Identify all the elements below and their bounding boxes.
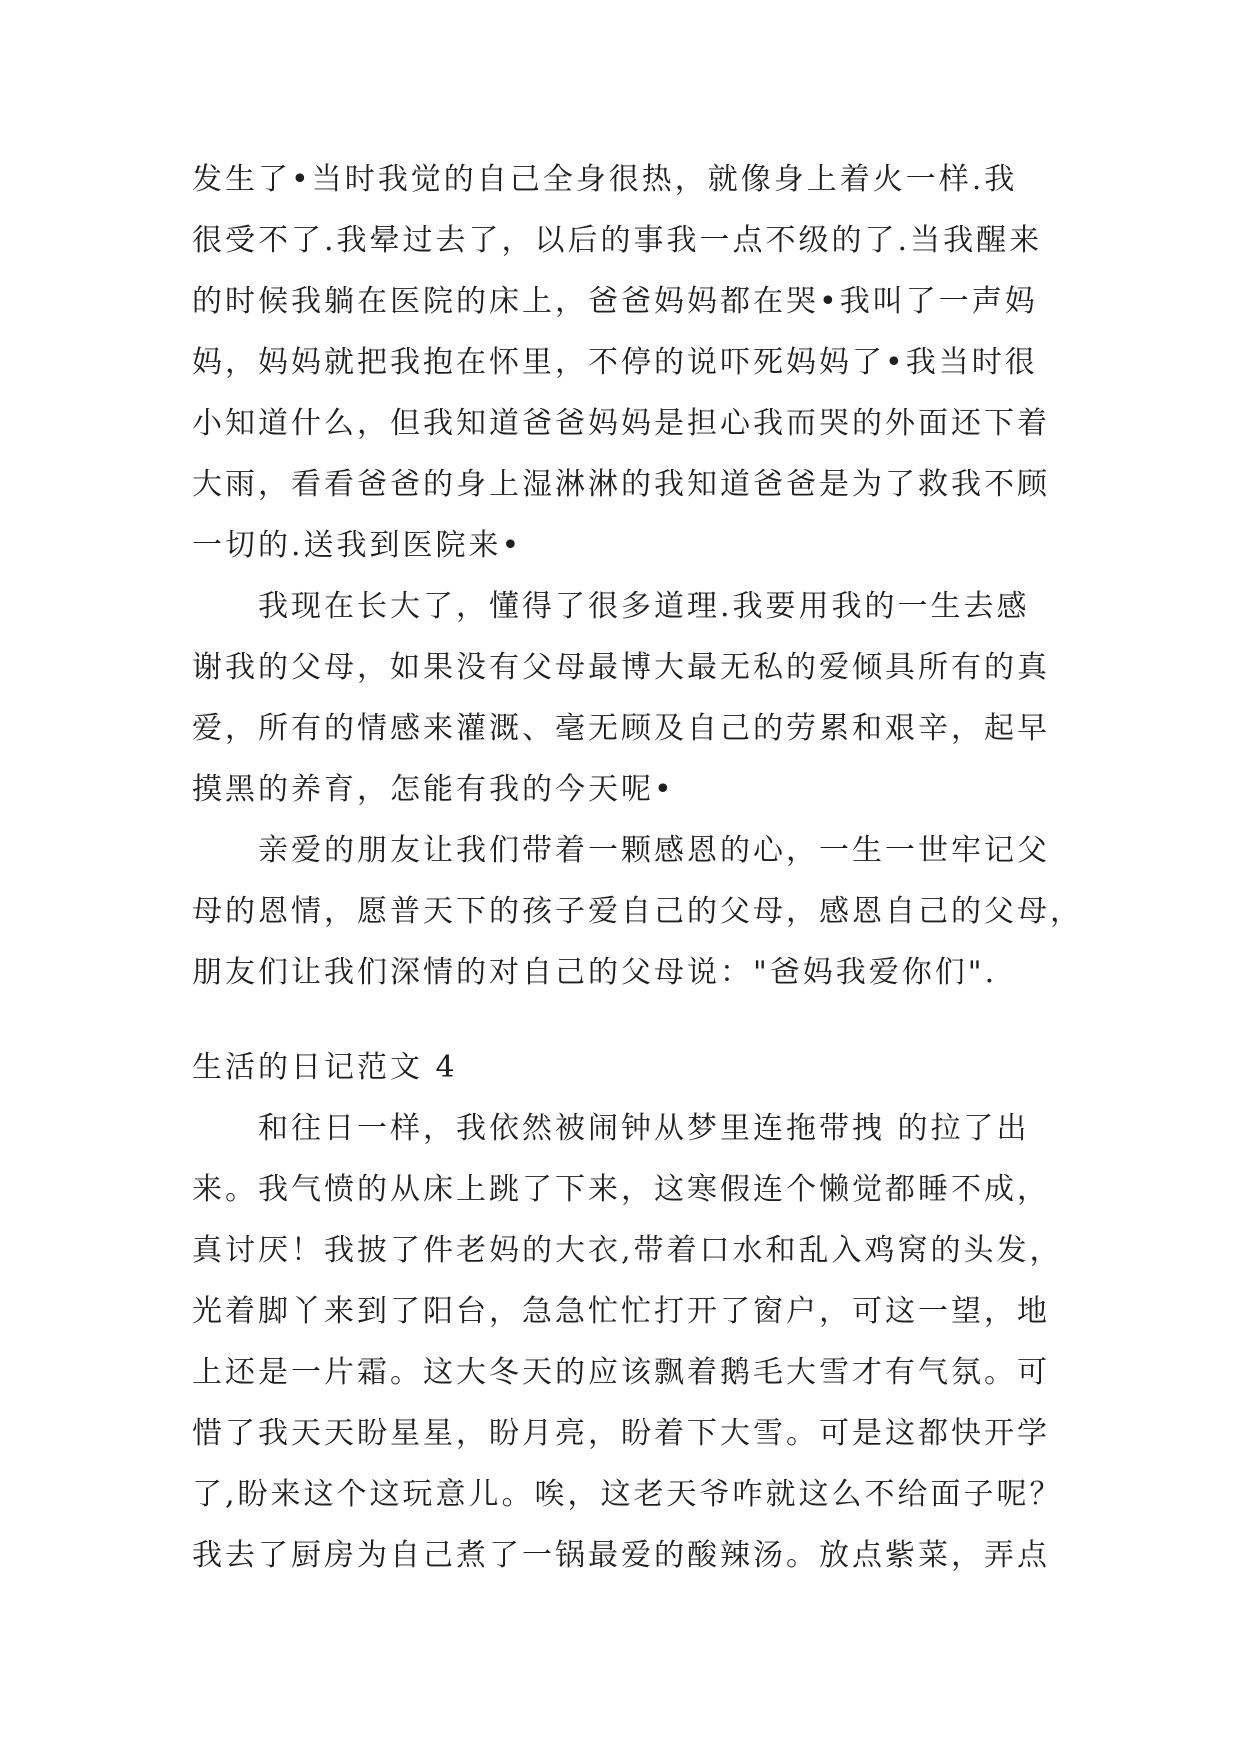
paragraph-1 xyxy=(192,160,1062,566)
text-line: 小知道什么，但我知道爸爸妈妈是担心我而哭的外面还下着 xyxy=(192,406,1050,441)
section-spacer xyxy=(192,1014,1062,1048)
text-line: 我现在长大了，懂得了很多道理.我要用我的一生去感 xyxy=(192,589,1030,624)
text-line: 母的恩情，愿普天下的孩子爱自己的父母，感恩自己的父母， xyxy=(192,894,1083,929)
text-line: 和往日一样，我依然被闹钟从梦里连拖带拽 的拉了出 xyxy=(192,1111,1030,1146)
text-line: 爱，所有的情感来灌溉、毫无顾及自己的劳累和艰辛，起早 xyxy=(192,711,1050,746)
text-line: 我去了厨房为自己煮了一锅最爱的酸辣汤。放点紫菜，弄点 xyxy=(192,1538,1050,1573)
text-line: 光着脚丫来到了阳台，急急忙忙打开了窗户，可这一望，地 xyxy=(192,1294,1050,1329)
text-line: 摸黑的养育，怎能有我的今天呢• xyxy=(192,772,675,807)
text-line: 惜了我天天盼星星，盼月亮，盼着下大雪。可是这都快开学 xyxy=(192,1416,1050,1451)
text-line: 真讨厌！我披了件老妈的大衣,带着口水和乱入鸡窝的头发， xyxy=(192,1233,1063,1268)
text-line: 很受不了.我晕过去了，以后的事我一点不级的了.当我醒来 xyxy=(192,223,1043,258)
paragraph-4 xyxy=(192,1109,1062,1576)
text-line: 了,盼来这个这玩意儿。唉，这老天爷咋就这么不给面子呢？ xyxy=(192,1477,1063,1512)
document-body xyxy=(192,160,1083,1597)
text-line: 发生了•当时我觉的自己全身很热，就像身上着火一样.我 xyxy=(192,162,1018,197)
text-line: 谢我的父母，如果没有父母最博大最无私的爱倾具所有的真 xyxy=(192,650,1050,685)
text-line: 来。我气愤的从床上跳了下来，这寒假连个懒觉都睡不成， xyxy=(192,1172,1050,1207)
text-line: 亲爱的朋友让我们带着一颗感恩的心，一生一世牢记父 xyxy=(192,833,1050,868)
text-line: 上还是一片霜。这大冬天的应该飘着鹅毛大雪才有气氛。可 xyxy=(192,1355,1050,1390)
section-title: 生活的日记范文 4 xyxy=(192,1050,458,1085)
paragraph-3 xyxy=(192,831,1083,993)
text-line: 朋友们让我们深情的对自己的父母说："爸妈我爱你们". xyxy=(192,955,998,990)
text-line: 大雨，看看爸爸的身上湿淋淋的我知道爸爸是为了救我不顾 xyxy=(192,467,1050,502)
text-line: 妈，妈妈就把我抱在怀里，不停的说吓死妈妈了•我当时很 xyxy=(192,345,1038,380)
paragraph-2 xyxy=(192,587,1062,810)
text-line: 的时候我躺在医院的床上，爸爸妈妈都在哭•我叫了一声妈 xyxy=(192,284,1038,319)
text-line: 一切的.送我到医院来• xyxy=(192,528,523,563)
